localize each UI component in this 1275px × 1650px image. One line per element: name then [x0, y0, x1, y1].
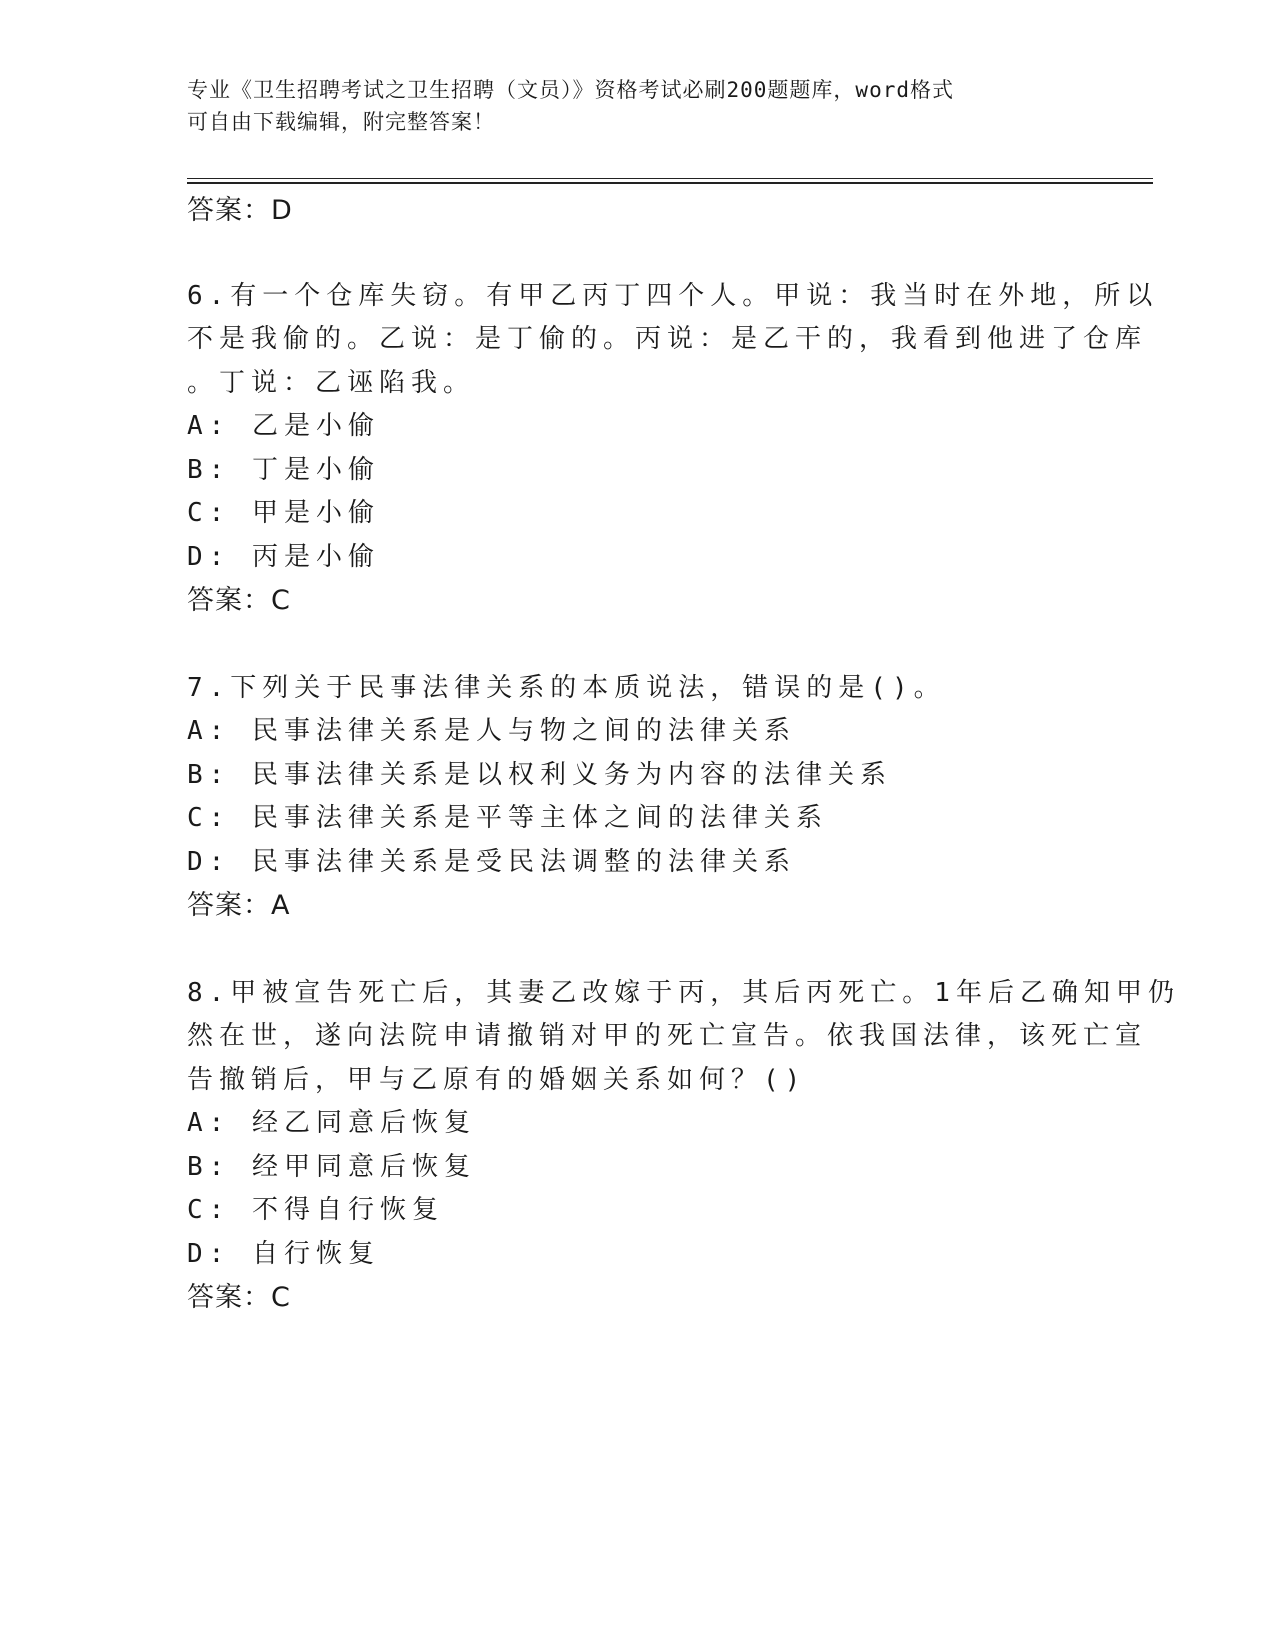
question-7-answer: 答案：A	[187, 890, 291, 921]
question-8-option-c: C: 不得自行恢复	[187, 1195, 444, 1225]
question-8-answer: 答案：C	[187, 1282, 291, 1313]
question-7-option-a: A: 民事法律关系是人与物之间的法律关系	[187, 716, 796, 746]
question-6-option-b: B: 丁是小偷	[187, 455, 380, 485]
header-rule-thick	[187, 182, 1153, 184]
header-rule-thin	[187, 178, 1153, 179]
question-6-line-1: 6.有一个仓库失窃。有甲乙丙丁四个人。甲说：我当时在外地，所以	[187, 281, 1159, 311]
previous-answer: 答案：D	[187, 195, 293, 226]
question-6-option-d: D: 丙是小偷	[187, 542, 380, 572]
header-line-1: 专业《卫生招聘考试之卫生招聘（文员）》资格考试必刷200题题库，word格式	[187, 78, 954, 102]
document-header	[187, 74, 1087, 138]
question-6-answer: 答案：C	[187, 585, 291, 616]
question-6-line-3: 。丁说：乙诬陷我。	[187, 368, 476, 398]
question-7-line-1: 7.下列关于民事法律关系的本质说法，错误的是()。	[187, 673, 946, 703]
question-8-line-1: 8.甲被宣告死亡后，其妻乙改嫁于丙，其后丙死亡。1年后乙确知甲仍	[187, 978, 1180, 1008]
question-6-option-c: C: 甲是小偷	[187, 498, 380, 528]
question-8-line-2: 然在世，遂向法院申请撤销对甲的死亡宣告。依我国法律，该死亡宣	[187, 1021, 1148, 1051]
question-8-option-b: B: 经甲同意后恢复	[187, 1152, 476, 1182]
question-8-option-a: A: 经乙同意后恢复	[187, 1108, 476, 1138]
question-7-option-c: C: 民事法律关系是平等主体之间的法律关系	[187, 803, 828, 833]
header-line-2: 可自由下载编辑，附完整答案！	[187, 110, 495, 134]
question-6-line-2: 不是我偷的。乙说：是丁偷的。丙说：是乙干的，我看到他进了仓库	[187, 324, 1148, 354]
question-8-line-3: 告撤销后，甲与乙原有的婚姻关系如何？()	[187, 1065, 807, 1095]
question-6-option-a: A: 乙是小偷	[187, 411, 380, 441]
question-7-option-b: B: 民事法律关系是以权利义务为内容的法律关系	[187, 760, 892, 790]
question-7-option-d: D: 民事法律关系是受民法调整的法律关系	[187, 847, 796, 877]
question-8-option-d: D: 自行恢复	[187, 1239, 380, 1269]
